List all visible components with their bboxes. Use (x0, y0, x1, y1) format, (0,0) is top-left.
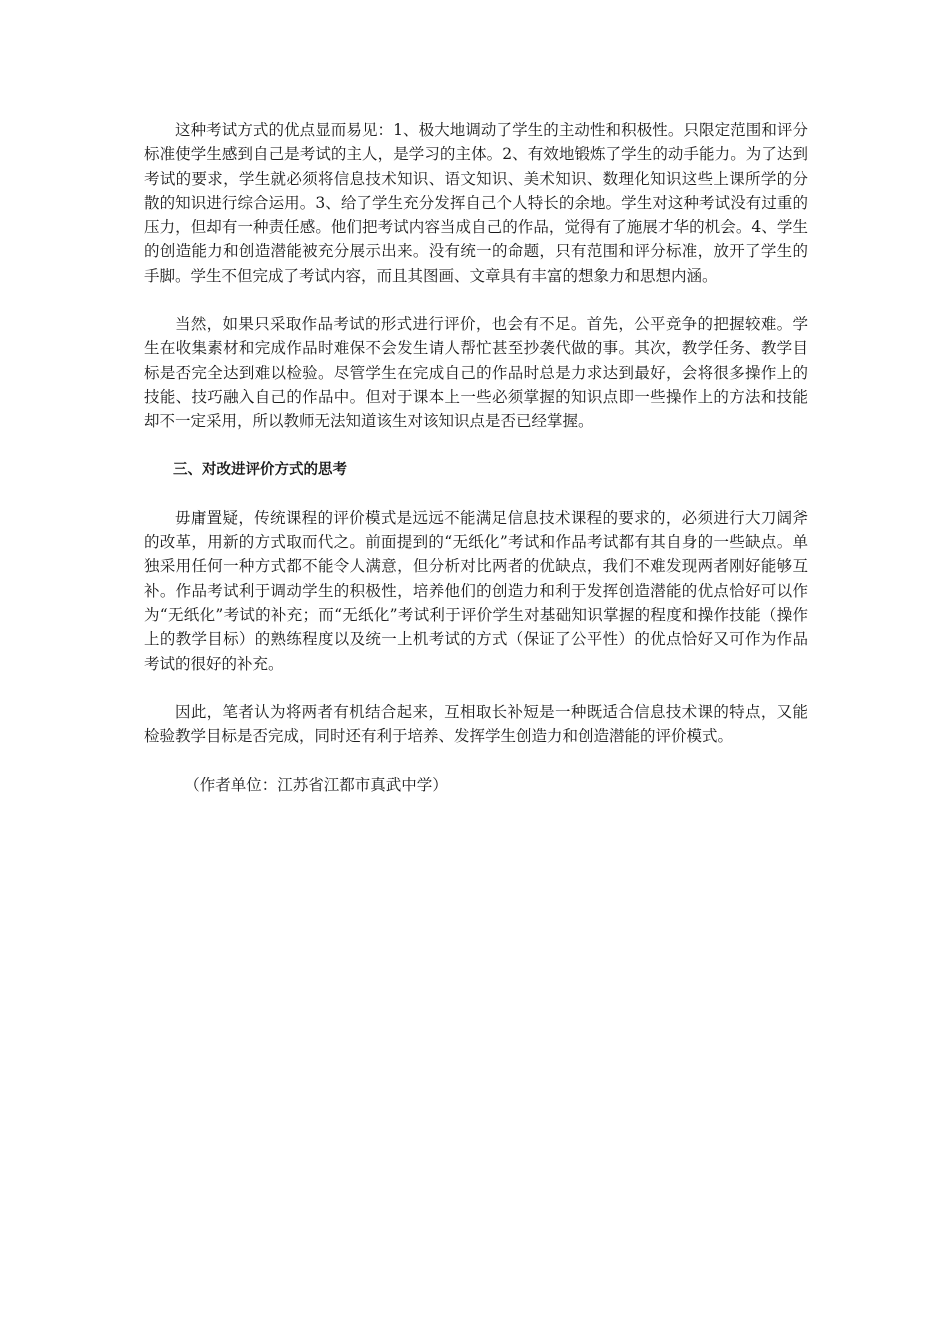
paragraph-shortcomings: 当然，如果只采取作品考试的形式进行评价，也会有不足。首先，公平竞争的把握较难。学生在收集素材和完成作品时难保不会发生请人帮忙甚至抄袭代做的事。其次，教学任务、教学目标是否完全达到难以检验。尽管学生在完成自己的作品时总是力求达到最好，会将很多操作上的技能、技巧融入自己的作品中。但对于课本上一些必须掌握的知识点即一些操作上的方法和技能却不一定采用，所以教师无法知道该生对该知识点是否已经掌握。 (144, 315, 808, 431)
author-affiliation: （作者单位：江苏省江都市真武中学） (184, 775, 448, 794)
paragraph-reform: 毋庸置疑，传统课程的评价模式是远远不能满足信息技术课程的要求的，必须进行大刀阔斧的改革，用新的方式取而代之。前面提到的“无纸化”考试和作品考试都有其自身的一些缺点。单独采用任何一种方式都不能令人满意，但分析对比两者的优缺点，我们不难发现两者刚好能够互补。作品考试利于调动学生的积极性，培养他们的创造力和利于发挥创造潜能的优点恰好可以作为“无纸化”考试的补充；而“无纸化”考试利于评价学生对基础知识掌握的程度和操作技能（操作上的教学目标）的熟练程度以及统一上机考试的方式（保证了公平性）的优点恰好又可作为作品考试的很好的补充。 (144, 508, 808, 673)
section-heading: 三、对改进评价方式的思考 (173, 461, 347, 478)
paragraph-advantages: 这种考试方式的优点显而易见：1、极大地调动了学生的主动性和积极性。只限定范围和评分标准使学生感到自己是考试的主人，是学习的主体。2、有效地锻炼了学生的动手能力。为了达到考试的要求，学生就必须将信息技术知识、语文知识、美术知识、数理化知识这些上课所学的分散的知识进行综合运用。3、给了学生充分发挥自己个人特长的余地。学生对这种考试没有过重的压力，但却有一种责任感。他们把考试内容当成自己的作品，觉得有了施展才华的机会。4、学生的创造能力和创造潜能被充分展示出来。没有统一的命题，只有范围和评分标准，放开了学生的手脚。学生不但完成了考试内容，而且其图画、文章具有丰富的想象力和思想内涵。 (144, 121, 808, 285)
document-body (144, 118, 808, 797)
paragraph-conclusion: 因此，笔者认为将两者有机结合起来，互相取长补短是一种既适合信息技术课的特点，又能检验教学目标是否完成，同时还有利于培养、发挥学生创造力和创造潜能的评价模式。 (144, 702, 808, 746)
